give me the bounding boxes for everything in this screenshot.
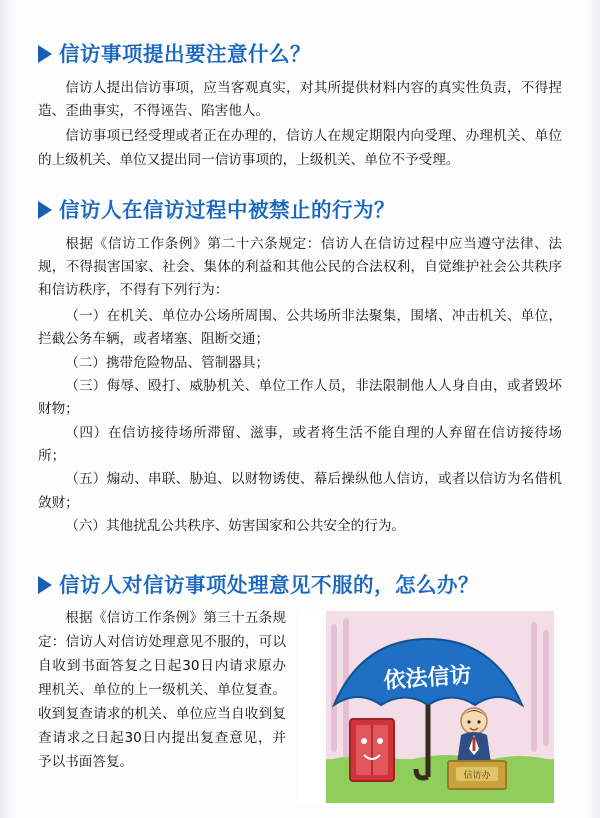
paragraph: 根据《信访工作条例》第二十六条规定：信访人在信访过程中应当遵守法律、法规，不得损害国家、社会、集体的利益和其他公民的合法权利，自觉维护社会公共秩序和信访秩序，不得有下列行为： — [38, 235, 562, 299]
umbrella-illustration — [298, 609, 560, 805]
section-heading — [38, 42, 566, 67]
triangle-bullet-icon — [38, 45, 52, 63]
paragraph: 信访事项已经受理或者正在办理的，信访人在规定期限内向受理、办理机关、单位的上级机关、单位又提出同一信访事项的，上级机关、单位不予受理。 — [38, 128, 562, 168]
section-appeal — [34, 573, 566, 808]
paragraph: 根据《信访工作条例》第三十五条规定：信访人对信访处理意见不服的，可以自收到书面答复之日起30日内请求原办理机关、单位的上一级机关、单位复查。收到复查请求的机关、单位应当自收到复查请求之日起30日内提出复查意见，并予以书面答复。 — [38, 610, 286, 770]
section-heading-text: 信访人对信访事项处理意见不服的，怎么办？ — [59, 572, 479, 597]
section-notice — [34, 42, 566, 172]
appeal-body — [34, 607, 566, 807]
paragraph: 信访人提出信访事项，应当客观真实，对其所提供材料内容的真实性负责，不得捏造、歪曲事实，不得诬告、陷害他人。 — [38, 79, 562, 119]
section-heading-text: 信访事项提出要注意什么？ — [59, 42, 311, 66]
section-heading — [38, 198, 566, 223]
triangle-bullet-icon — [38, 201, 52, 219]
triangle-bullet-icon — [38, 576, 52, 594]
section-heading-text: 信访人在信访过程中被禁止的行为？ — [59, 198, 395, 223]
section-heading — [38, 573, 566, 598]
sign-text: 信访办 — [463, 771, 491, 782]
illustration-svg — [298, 609, 560, 805]
umbrella-text: 依法信访 — [382, 663, 473, 695]
list-item: （二）携带危险物品、管制器具； — [65, 354, 270, 371]
list-item: （三）侮辱、殴打、威胁机关、单位工作人员，非法限制他人人身自由，或者毁坏财物； — [38, 377, 562, 418]
list-item: （四）在信访接待场所滞留、滋事，或者将生活不能自理的人弃留在信访接待场所； — [38, 424, 562, 465]
list-item: （五）煽动、串联、胁迫、以财物诱使、幕后操纵他人信访，或者以信访为名借机敛财； — [38, 471, 562, 511]
list-item: （一）在机关、单位办公场所周围、公共场所非法聚集，围堵、冲击机关、单位，拦截公务车辆，或者堵塞、阻断交通； — [38, 307, 562, 348]
list-item: （六）其他扰乱公共秩序、妨害国家和公共安全的行为。 — [65, 518, 406, 535]
section-prohibited — [34, 198, 566, 538]
